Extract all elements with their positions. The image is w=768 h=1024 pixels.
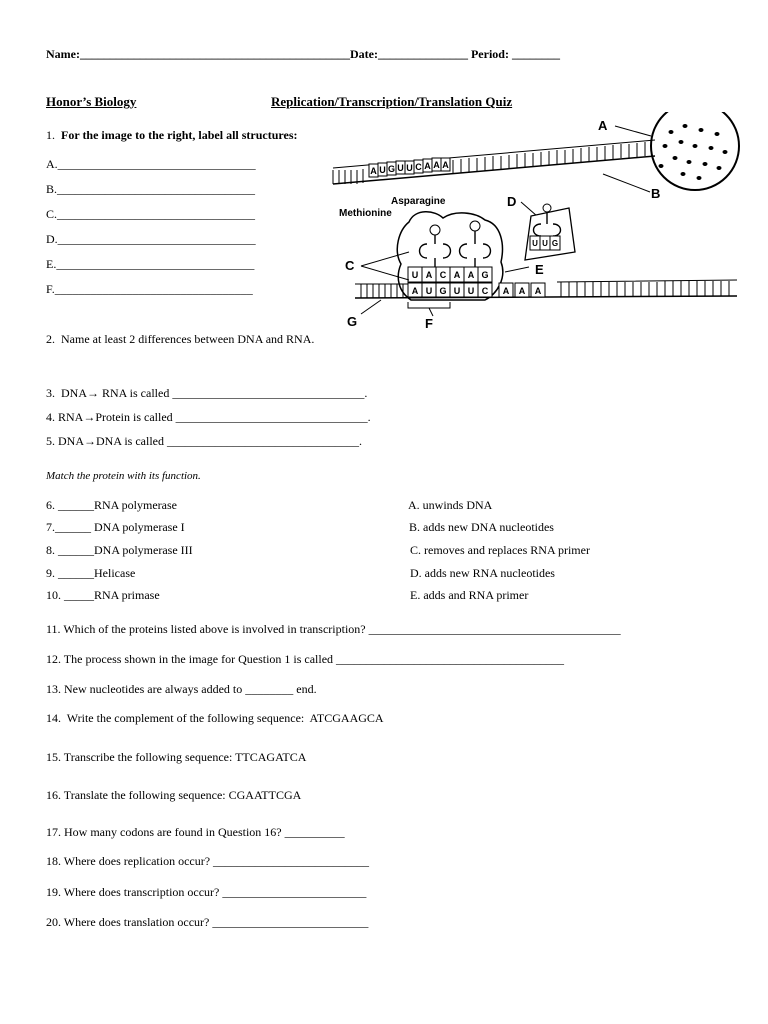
trna-anticodon-boxes	[408, 267, 492, 282]
label-e: E	[535, 262, 544, 277]
q1-blank-c[interactable]: C._________________________________	[46, 207, 256, 221]
mrna-bottom-letter-4: U	[453, 286, 461, 296]
mrna-strand-top	[333, 140, 655, 184]
match-right-d: D. adds new RNA nucleotides	[410, 566, 555, 580]
question-12[interactable]: 12. The process shown in the image for Question 1 is called ______________________________________	[46, 652, 565, 666]
question-11[interactable]: 11. Which of the proteins listed above is involved in transcription? __________________________________________	[46, 622, 621, 636]
asparagine-label: Asparagine	[391, 196, 446, 207]
mrna-bottom-letter-9: A	[534, 286, 542, 296]
match-left-9[interactable]: 9. ______Helicase	[46, 566, 136, 580]
quiz-title: Replication/Transcription/Translation Quiz	[271, 94, 513, 109]
ribosome-circle	[651, 112, 739, 190]
question-4[interactable]: 4. RNA→Protein is called ________________________________.	[46, 410, 371, 424]
question-18[interactable]: 18. Where does replication occur? __________________________	[46, 854, 370, 868]
question-17[interactable]: 17. How many codons are found in Question 16? __________	[46, 825, 345, 839]
mrna-bottom-letter-3: G	[439, 286, 447, 296]
question-5[interactable]: 5. DNA→DNA is called ________________________________.	[46, 434, 362, 448]
match-left-7[interactable]: 7.______ DNA polymerase I	[46, 520, 185, 534]
label-a: A	[598, 118, 608, 133]
match-right-b: B. adds new DNA nucleotides	[409, 520, 554, 534]
anticodon-letter-5: A	[467, 270, 475, 280]
methionine-label: Methionine	[339, 208, 392, 219]
question-14: 14. Write the complement of the following sequence: ATCGAAGCA	[46, 711, 384, 725]
trna-d-letter-2: U	[542, 239, 548, 248]
label-b: B	[651, 186, 661, 201]
mrna-top-letter-3: G	[387, 164, 396, 174]
label-f: F	[425, 316, 433, 331]
q1-number: 1.	[46, 128, 55, 142]
mrna-top-letter-9: A	[442, 160, 449, 170]
question-13[interactable]: 13. New nucleotides are always added to ________ end.	[46, 682, 317, 696]
mrna-top-letter-6: C	[415, 162, 422, 172]
mrna-top-letter-5: U	[406, 163, 413, 173]
match-left-8[interactable]: 8. ______DNA polymerase III	[46, 543, 193, 557]
mrna-bottom-letter-6: C	[481, 286, 489, 296]
q1-blank-d[interactable]: D._________________________________	[46, 232, 256, 246]
match-left-10[interactable]: 10. _____RNA primase	[46, 588, 160, 602]
q1-blank-e[interactable]: E._________________________________	[46, 257, 255, 271]
anticodon-letter-2: A	[425, 270, 433, 280]
question-20[interactable]: 20. Where does translation occur? __________________________	[46, 915, 369, 929]
label-d: D	[507, 194, 517, 209]
mrna-top-letter-2: U	[379, 165, 386, 175]
question-19[interactable]: 19. Where does transcription occur? ________________________	[46, 885, 367, 899]
q1-blank-b[interactable]: B._________________________________	[46, 182, 256, 196]
match-left-6[interactable]: 6. ______RNA polymerase	[46, 498, 177, 512]
name-date-period-line[interactable]: Name:_____________________________________________Date:_______________ Period: ________	[46, 47, 560, 61]
question-15: 15. Transcribe the following sequence: TTCAGATCA	[46, 750, 307, 764]
trna-d-letter-3: G	[551, 239, 559, 248]
question-16: 16. Translate the following sequence: CGAATTCGA	[46, 788, 302, 802]
q1-prompt: For the image to the right, label all structures:	[61, 128, 298, 142]
translation-diagram	[325, 112, 740, 334]
anticodon-letter-4: A	[453, 270, 461, 280]
trna-d-letter-1: U	[532, 239, 538, 248]
mrna-top-letter-1: A	[370, 166, 377, 176]
question-2: 2. Name at least 2 differences between DNA and RNA.	[46, 332, 315, 346]
label-c: C	[345, 258, 355, 273]
match-right-e: E. adds and RNA primer	[410, 588, 529, 602]
mrna-bottom-letter-7: A	[502, 286, 510, 296]
match-heading: Match the protein with its function.	[46, 470, 201, 482]
anticodon-letter-1: U	[411, 270, 419, 280]
course-title: Honor’s Biology	[46, 94, 137, 109]
mrna-top-letter-8: A	[433, 160, 440, 170]
mrna-bottom-letter-1: A	[411, 286, 419, 296]
mrna-bottom-letter-5: U	[467, 286, 475, 296]
question-3[interactable]: 3. DNA→ RNA is called ________________________________.	[46, 386, 368, 400]
mrna-top-letter-7: A	[424, 161, 431, 171]
match-right-a: A. unwinds DNA	[408, 498, 493, 512]
anticodon-letter-6: G	[481, 270, 489, 280]
mrna-bottom-letter-2: U	[425, 286, 433, 296]
label-g: G	[347, 314, 358, 329]
mrna-top-letter-4: U	[397, 163, 404, 173]
anticodon-letter-3: C	[439, 270, 447, 280]
q1-blank-f[interactable]: F._________________________________	[46, 282, 253, 296]
match-right-c: C. removes and replaces RNA primer	[410, 543, 590, 557]
mrna-bottom-letter-8: A	[518, 286, 526, 296]
q1-blank-a[interactable]: A._________________________________	[46, 157, 256, 171]
